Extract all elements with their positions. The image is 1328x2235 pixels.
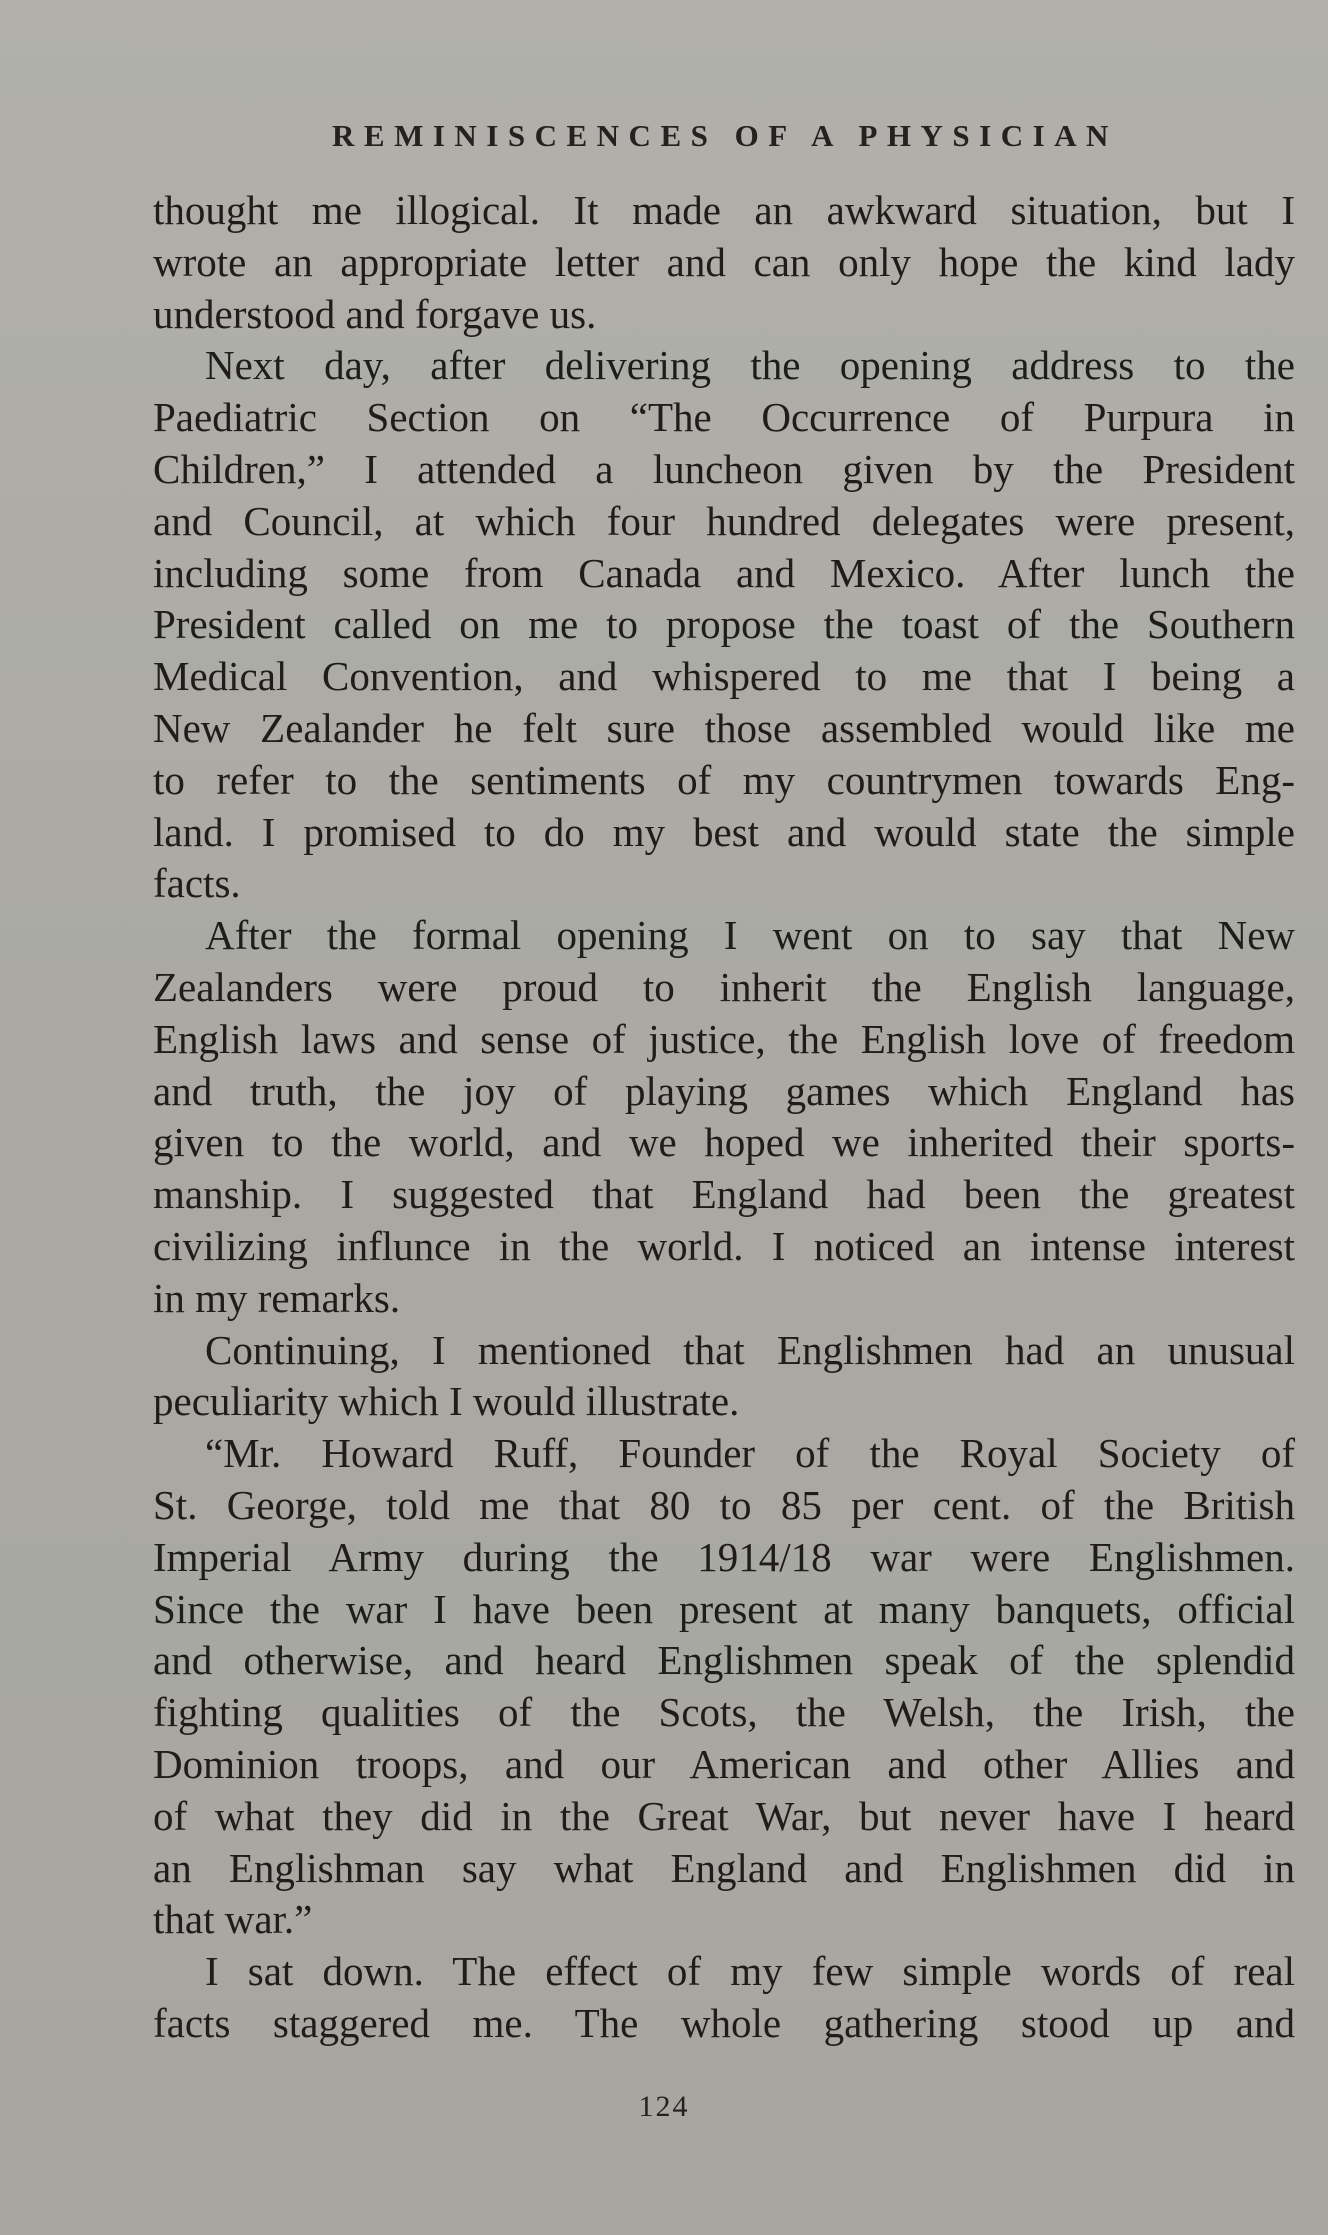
text-line: St. George, told me that 80 to 85 per cent. of the British [153, 1481, 1295, 1528]
text-line: Dominion troops, and our American and other Allies and [153, 1740, 1295, 1787]
text-line: English laws and sense of justice, the English love of freedom [153, 1015, 1295, 1062]
text-line: and Council, at which four hundred delegates were present, [153, 497, 1295, 544]
text-line: land. I promised to do my best and would state the simple [153, 808, 1295, 855]
text-line: Continuing, I mentioned that Englishmen had an unusual [205, 1326, 1295, 1373]
text-line: that war.” [153, 1896, 313, 1943]
text-line: Children,” I attended a luncheon given by the President [153, 445, 1295, 492]
text-line: After the formal opening I went on to say that New [205, 912, 1295, 959]
text-line: wrote an appropriate letter and can only hope the kind lady [153, 238, 1295, 285]
text-line: in my remarks. [153, 1274, 401, 1321]
text-line: and otherwise, and heard Englishmen speak of the splendid [153, 1637, 1295, 1684]
text-line: Zealanders were proud to inherit the English language, [153, 963, 1295, 1010]
text-line: facts staggered me. The whole gathering stood up and [153, 1999, 1295, 2046]
text-line: understood and forgave us. [153, 290, 597, 337]
text-line: of what they did in the Great War, but never have I heard [153, 1792, 1295, 1839]
text-line: Medical Convention, and whispered to me that I being a [153, 653, 1295, 700]
text-line: to refer to the sentiments of my countrymen towards Eng- [153, 756, 1295, 803]
text-line: given to the world, and we hoped we inherited their sports- [153, 1119, 1295, 1166]
text-line: an Englishman say what England and Englishmen did in [153, 1844, 1295, 1891]
text-line: Since the war I have been present at many banquets, official [153, 1585, 1295, 1632]
text-line: fighting qualities of the Scots, the Welsh, the Irish, the [153, 1689, 1295, 1736]
text-line: peculiarity which I would illustrate. [153, 1378, 740, 1425]
text-line: Paediatric Section on “The Occurrence of Purpura in [153, 394, 1295, 441]
text-line: and truth, the joy of playing games which England has [153, 1067, 1295, 1114]
text-line: thought me illogical. It made an awkward situation, but I [153, 187, 1295, 233]
text-line: New Zealander he felt sure those assembled would like me [153, 704, 1295, 751]
page-number: 124 [638, 2090, 690, 2123]
text-line: including some from Canada and Mexico. After lunch the [153, 549, 1295, 596]
body-text [153, 185, 1295, 2050]
text-line: I sat down. The effect of my few simple words of real [205, 1948, 1295, 1995]
text-line: Next day, after delivering the opening address to the [205, 342, 1295, 389]
text-line: manship. I suggested that England had been the greatest [153, 1171, 1295, 1218]
text-line: civilizing influnce in the world. I noticed an intense interest [153, 1222, 1295, 1269]
text-line: “Mr. Howard Ruff, Founder of the Royal Society of [205, 1430, 1295, 1477]
running-head: REMINISCENCES OF A PHYSICIAN [332, 118, 1118, 153]
text-line: Imperial Army during the 1914/18 war were Englishmen. [153, 1533, 1295, 1580]
text-line: facts. [153, 860, 241, 907]
text-line: President called on me to propose the toast of the Southern [153, 601, 1295, 648]
